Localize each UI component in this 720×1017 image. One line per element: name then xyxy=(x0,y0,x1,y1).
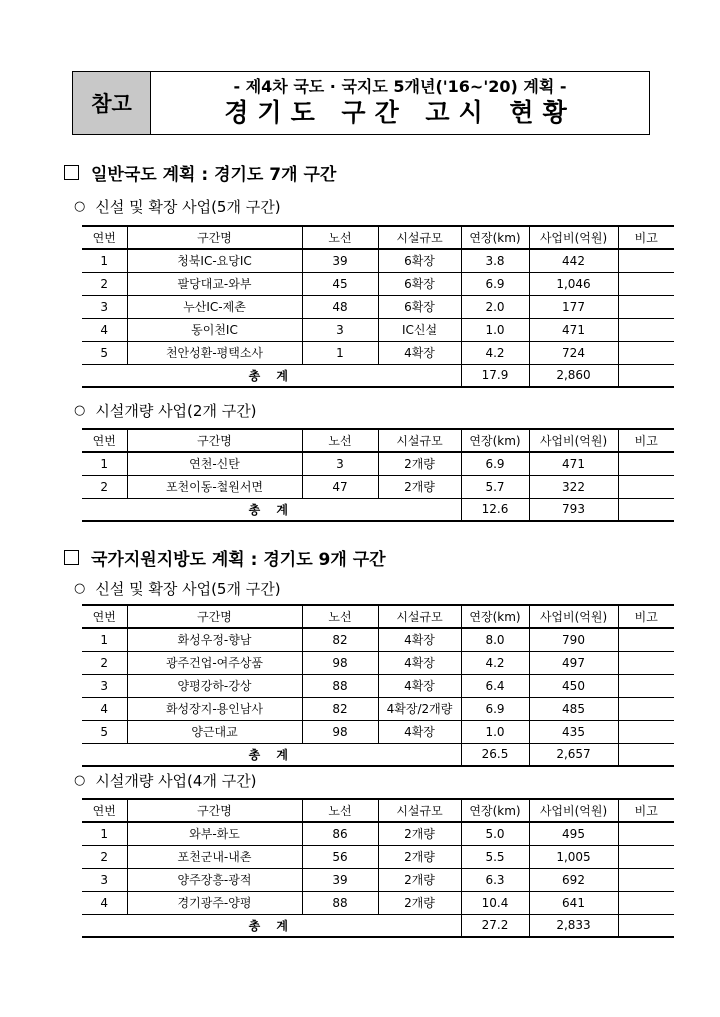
table-cell: 2 xyxy=(82,651,127,674)
total-row xyxy=(82,364,674,387)
table-cell: 팔당대교-와부 xyxy=(127,272,302,295)
table-cell xyxy=(618,697,674,720)
table-cell: 2개량 xyxy=(378,891,461,914)
table-cell: 641 xyxy=(529,891,618,914)
table-cell: 2 xyxy=(82,272,127,295)
table-header-row xyxy=(82,799,674,822)
table-cell: 3 xyxy=(302,452,378,475)
table-cell: 3 xyxy=(82,868,127,891)
column-header: 사업비(억원) xyxy=(529,799,618,822)
table-row xyxy=(82,295,674,318)
table-header-row xyxy=(82,429,674,452)
table-cell: 포천이동-철원서면 xyxy=(127,475,302,498)
table-cell: 4 xyxy=(82,697,127,720)
circle-bullet-icon: ○ xyxy=(74,581,86,596)
table-cell xyxy=(618,452,674,475)
table-row xyxy=(82,651,674,674)
table-row xyxy=(82,697,674,720)
table-row xyxy=(82,891,674,914)
subsection-title: ○ 시설개량 사업(2개 구간) xyxy=(74,402,257,420)
table-cell: 790 xyxy=(529,628,618,651)
table-cell: 화성우정-향남 xyxy=(127,628,302,651)
table-cell xyxy=(618,891,674,914)
table-cell: 3 xyxy=(82,674,127,697)
table-row xyxy=(82,475,674,498)
column-header: 연번 xyxy=(82,799,127,822)
table-cell: 경기광주-양평 xyxy=(127,891,302,914)
table-cell: 6.4 xyxy=(461,674,529,697)
table-cell xyxy=(618,868,674,891)
table-row xyxy=(82,868,674,891)
checkbox-square-icon xyxy=(64,550,79,565)
total-remarks xyxy=(618,364,674,387)
table-cell: 청북IC-요당IC xyxy=(127,249,302,272)
column-header: 구간명 xyxy=(127,226,302,249)
table-cell: 495 xyxy=(529,822,618,845)
column-header: 구간명 xyxy=(127,605,302,628)
table-cell: 5 xyxy=(82,720,127,743)
table-cell xyxy=(618,341,674,364)
total-cost: 2,657 xyxy=(529,743,618,766)
total-length: 26.5 xyxy=(461,743,529,766)
total-remarks xyxy=(618,743,674,766)
table-cell: 3 xyxy=(302,318,378,341)
table-cell: 47 xyxy=(302,475,378,498)
table-cell: 4확장/2개량 xyxy=(378,697,461,720)
table-cell: 177 xyxy=(529,295,618,318)
total-length: 12.6 xyxy=(461,498,529,521)
table-cell: 5.7 xyxy=(461,475,529,498)
total-label: 총 계 xyxy=(82,914,461,937)
table-cell: 양주장흥-광적 xyxy=(127,868,302,891)
subsection-title: ○ 시설개량 사업(4개 구간) xyxy=(74,772,257,790)
column-header: 구간명 xyxy=(127,429,302,452)
table-cell xyxy=(618,845,674,868)
table-cell: 82 xyxy=(302,697,378,720)
table-cell: 435 xyxy=(529,720,618,743)
table-cell: 1.0 xyxy=(461,318,529,341)
column-header: 비고 xyxy=(618,605,674,628)
table-cell xyxy=(618,272,674,295)
table-cell: 화성장지-용인남사 xyxy=(127,697,302,720)
table-header-row xyxy=(82,226,674,249)
column-header: 시설규모 xyxy=(378,226,461,249)
section-title-general-national-road xyxy=(64,160,336,185)
column-header: 시설규모 xyxy=(378,605,461,628)
table-cell: 4확장 xyxy=(378,674,461,697)
table-cell: 4 xyxy=(82,318,127,341)
reference-tag: 참고 xyxy=(73,72,151,134)
table-cell: 2개량 xyxy=(378,475,461,498)
table-cell: 동이천IC xyxy=(127,318,302,341)
column-header: 연번 xyxy=(82,226,127,249)
subsection-title: ○ 신설 및 확장 사업(5개 구간) xyxy=(74,198,281,216)
table-cell xyxy=(618,295,674,318)
table-cell: 1.0 xyxy=(461,720,529,743)
total-length: 17.9 xyxy=(461,364,529,387)
table-cell: 471 xyxy=(529,318,618,341)
table-row xyxy=(82,822,674,845)
header-box xyxy=(72,71,650,135)
table-cell: 39 xyxy=(302,249,378,272)
table-cell: 98 xyxy=(302,720,378,743)
column-header: 노선 xyxy=(302,799,378,822)
table-cell: IC신설 xyxy=(378,318,461,341)
table-row xyxy=(82,720,674,743)
table-cell: 82 xyxy=(302,628,378,651)
column-header: 사업비(억원) xyxy=(529,605,618,628)
total-row xyxy=(82,743,674,766)
table-cell: 322 xyxy=(529,475,618,498)
total-label: 총 계 xyxy=(82,364,461,387)
table-cell xyxy=(618,475,674,498)
table-cell xyxy=(618,822,674,845)
table-cell: 양근대교 xyxy=(127,720,302,743)
column-header: 구간명 xyxy=(127,799,302,822)
column-header: 사업비(억원) xyxy=(529,226,618,249)
table-cell: 485 xyxy=(529,697,618,720)
column-header: 연번 xyxy=(82,429,127,452)
table-cell: 39 xyxy=(302,868,378,891)
table-header-row xyxy=(82,605,674,628)
table-cell: 4확장 xyxy=(378,651,461,674)
table-cell: 450 xyxy=(529,674,618,697)
table-cell: 2 xyxy=(82,475,127,498)
table-cell: 1 xyxy=(302,341,378,364)
table-cell: 45 xyxy=(302,272,378,295)
column-header: 연장(km) xyxy=(461,226,529,249)
table-cell: 와부-화도 xyxy=(127,822,302,845)
total-remarks xyxy=(618,498,674,521)
checkbox-square-icon xyxy=(64,165,79,180)
column-header: 노선 xyxy=(302,429,378,452)
table-cell: 6확장 xyxy=(378,295,461,318)
total-remarks xyxy=(618,914,674,937)
total-row xyxy=(82,914,674,937)
data-table xyxy=(82,428,674,522)
column-header: 연장(km) xyxy=(461,799,529,822)
table-cell: 10.4 xyxy=(461,891,529,914)
table-cell: 2.0 xyxy=(461,295,529,318)
total-cost: 2,860 xyxy=(529,364,618,387)
circle-bullet-icon: ○ xyxy=(74,403,86,418)
table-cell: 연천-신탄 xyxy=(127,452,302,475)
table-cell: 8.0 xyxy=(461,628,529,651)
table-row xyxy=(82,674,674,697)
table-cell: 누산IC-제촌 xyxy=(127,295,302,318)
data-table xyxy=(82,798,674,938)
table-cell: 471 xyxy=(529,452,618,475)
table-cell: 4.2 xyxy=(461,651,529,674)
total-cost: 793 xyxy=(529,498,618,521)
table-cell: 3 xyxy=(82,295,127,318)
table-cell: 4확장 xyxy=(378,720,461,743)
table-cell: 4.2 xyxy=(461,341,529,364)
table-cell xyxy=(618,318,674,341)
table-cell: 4확장 xyxy=(378,341,461,364)
total-cost: 2,833 xyxy=(529,914,618,937)
table-cell: 5.0 xyxy=(461,822,529,845)
subsection-title: ○ 신설 및 확장 사업(5개 구간) xyxy=(74,580,281,598)
column-header: 노선 xyxy=(302,226,378,249)
table-cell: 3.8 xyxy=(461,249,529,272)
section-title-text: 일반국도 계획 : 경기도 7개 구간 xyxy=(91,165,337,185)
table-row xyxy=(82,452,674,475)
table-cell: 724 xyxy=(529,341,618,364)
table-cell: 4확장 xyxy=(378,628,461,651)
table-cell: 4 xyxy=(82,891,127,914)
circle-bullet-icon: ○ xyxy=(74,773,86,788)
column-header: 비고 xyxy=(618,226,674,249)
table-row xyxy=(82,272,674,295)
table-cell xyxy=(618,720,674,743)
table-cell xyxy=(618,628,674,651)
table-cell: 1,046 xyxy=(529,272,618,295)
section-title-text: 국가지원지방도 계획 : 경기도 9개 구간 xyxy=(91,550,386,570)
total-row xyxy=(82,498,674,521)
table-cell: 1 xyxy=(82,628,127,651)
table-cell xyxy=(618,249,674,272)
data-table xyxy=(82,604,674,767)
table-cell: 6.9 xyxy=(461,272,529,295)
table-cell: 2개량 xyxy=(378,822,461,845)
table-cell: 98 xyxy=(302,651,378,674)
table-cell: 1,005 xyxy=(529,845,618,868)
table-cell: 2개량 xyxy=(378,845,461,868)
table-cell: 포천군내-내촌 xyxy=(127,845,302,868)
page-title: 경기도 구간 고시 현황 xyxy=(224,98,576,127)
table-cell: 56 xyxy=(302,845,378,868)
table-cell: 5 xyxy=(82,341,127,364)
section-title-state-supported-local-road xyxy=(64,545,386,570)
total-length: 27.2 xyxy=(461,914,529,937)
table-cell: 692 xyxy=(529,868,618,891)
column-header: 비고 xyxy=(618,429,674,452)
table-cell: 88 xyxy=(302,891,378,914)
header-text xyxy=(151,72,649,134)
table-cell: 1 xyxy=(82,822,127,845)
column-header: 시설규모 xyxy=(378,799,461,822)
column-header: 시설규모 xyxy=(378,429,461,452)
table-cell: 6.3 xyxy=(461,868,529,891)
table-cell: 6.9 xyxy=(461,452,529,475)
total-label: 총 계 xyxy=(82,498,461,521)
table-cell: 2 xyxy=(82,845,127,868)
table-cell: 6확장 xyxy=(378,249,461,272)
column-header: 사업비(억원) xyxy=(529,429,618,452)
table-cell: 양평강하-강상 xyxy=(127,674,302,697)
table-cell: 1 xyxy=(82,249,127,272)
column-header: 비고 xyxy=(618,799,674,822)
data-table xyxy=(82,225,674,388)
column-header: 노선 xyxy=(302,605,378,628)
column-header: 연번 xyxy=(82,605,127,628)
table-row xyxy=(82,628,674,651)
table-cell: 442 xyxy=(529,249,618,272)
circle-bullet-icon: ○ xyxy=(74,199,86,214)
column-header: 연장(km) xyxy=(461,429,529,452)
table-row xyxy=(82,845,674,868)
table-cell: 86 xyxy=(302,822,378,845)
table-cell: 88 xyxy=(302,674,378,697)
table-cell: 천안성환-평택소사 xyxy=(127,341,302,364)
table-cell: 48 xyxy=(302,295,378,318)
table-cell xyxy=(618,651,674,674)
table-cell: 6확장 xyxy=(378,272,461,295)
table-row xyxy=(82,341,674,364)
table-row xyxy=(82,318,674,341)
table-cell: 2개량 xyxy=(378,452,461,475)
table-cell xyxy=(618,674,674,697)
column-header: 연장(km) xyxy=(461,605,529,628)
header-subtitle: - 제4차 국도 · 국지도 5개년('16~'20) 계획 - xyxy=(233,77,567,96)
table-cell: 광주건업-여주상품 xyxy=(127,651,302,674)
table-row xyxy=(82,249,674,272)
table-cell: 1 xyxy=(82,452,127,475)
total-label: 총 계 xyxy=(82,743,461,766)
table-cell: 2개량 xyxy=(378,868,461,891)
table-cell: 497 xyxy=(529,651,618,674)
table-cell: 6.9 xyxy=(461,697,529,720)
table-cell: 5.5 xyxy=(461,845,529,868)
